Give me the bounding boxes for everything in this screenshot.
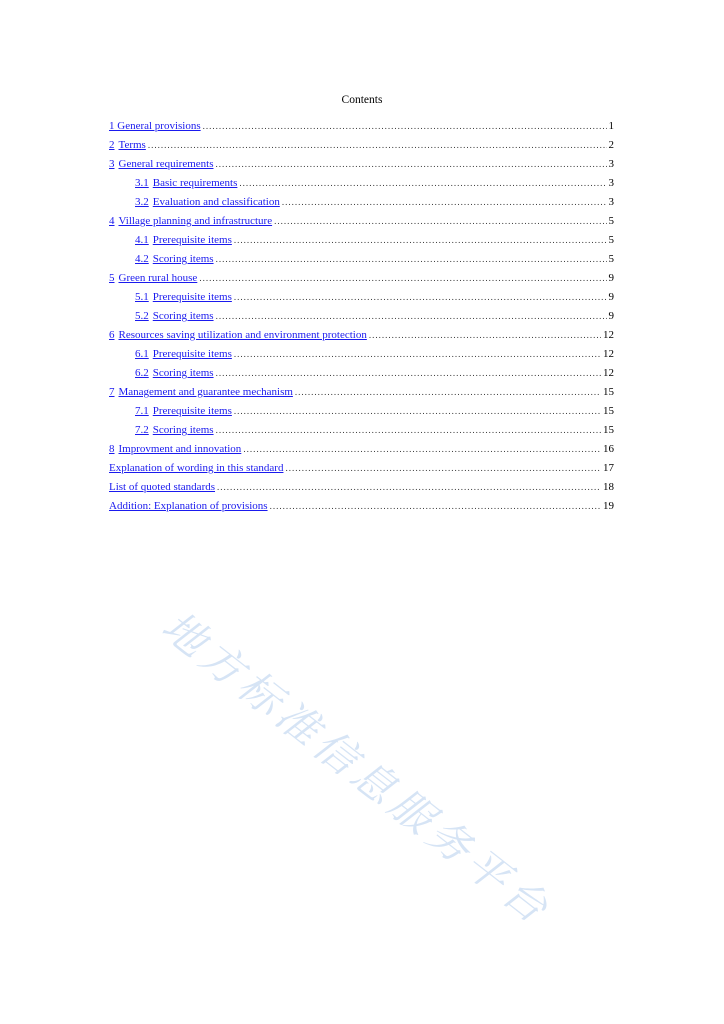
- dot-leader: [282, 193, 607, 212]
- toc-page-number: 9: [608, 291, 614, 303]
- toc-page-number: 18: [603, 481, 614, 493]
- toc-page-number: 9: [608, 272, 614, 284]
- toc-entry: [109, 402, 614, 421]
- toc-entry: [109, 231, 614, 250]
- dot-leader: [274, 212, 606, 231]
- toc-page-number: 3: [608, 177, 614, 189]
- toc-entry-link[interactable]: Village planning and infrastructure: [118, 215, 273, 227]
- dot-leader: [217, 478, 601, 497]
- toc-page-number: 15: [603, 386, 614, 398]
- toc-entry: [109, 326, 614, 345]
- toc-entry-number-link[interactable]: 6.1: [135, 348, 149, 360]
- toc-page-number: 9: [608, 310, 614, 322]
- toc-entry-link[interactable]: Explanation of wording in this standard: [109, 462, 284, 474]
- toc-entry-link[interactable]: Evaluation and classification: [152, 196, 280, 208]
- toc-entry: [109, 478, 614, 497]
- toc-entry: [109, 383, 614, 402]
- toc-entry-link[interactable]: List of quoted standards: [109, 481, 216, 493]
- toc-entry-number-link[interactable]: 4.1: [135, 234, 149, 246]
- toc-entry-number-link[interactable]: 7.1: [135, 405, 149, 417]
- dot-leader: [369, 326, 601, 345]
- dot-leader: [234, 231, 607, 250]
- toc-entry: [109, 212, 614, 231]
- toc-entry: [109, 288, 614, 307]
- toc-entry-number-link[interactable]: 3: [109, 158, 115, 170]
- dot-leader: [285, 459, 601, 478]
- toc-entry-link[interactable]: Resources saving utilization and environment protection: [118, 329, 367, 341]
- toc-entry-link[interactable]: General requirements: [118, 158, 214, 170]
- toc-page-number: 2: [608, 139, 614, 151]
- dot-leader: [216, 307, 607, 326]
- toc-entry-link[interactable]: Prerequisite items: [152, 348, 232, 360]
- dot-leader: [216, 250, 607, 269]
- toc-entry: [109, 345, 614, 364]
- toc-entry-number-link[interactable]: 4.2: [135, 253, 149, 265]
- toc-page-number: 19: [603, 500, 614, 512]
- toc-page-number: 3: [608, 196, 614, 208]
- dot-leader: [295, 383, 601, 402]
- toc-page-number: 17: [603, 462, 614, 474]
- toc-entry: [109, 459, 614, 478]
- watermark: 地方标准信息服务平台: [152, 601, 562, 936]
- toc-page-number: 15: [603, 405, 614, 417]
- toc-entry: [109, 364, 614, 383]
- dot-leader: [270, 497, 601, 516]
- toc-page-number: 5: [608, 234, 614, 246]
- toc-entry: [109, 440, 614, 459]
- toc-entry: [109, 421, 614, 440]
- toc-entry-link[interactable]: Prerequisite items: [152, 405, 232, 417]
- toc-entry-link[interactable]: Scoring items: [152, 310, 214, 322]
- toc-entry-number-link[interactable]: 2: [109, 139, 115, 151]
- toc-entry-number-link[interactable]: 7: [109, 386, 115, 398]
- toc-entry-link[interactable]: Improvment and innovation: [118, 443, 242, 455]
- toc-entry: [109, 136, 614, 155]
- toc-entry-number-link[interactable]: 3.2: [135, 196, 149, 208]
- toc-entry-link[interactable]: Scoring items: [152, 367, 214, 379]
- toc-page-number: 5: [608, 253, 614, 265]
- toc-page-number: 1: [608, 120, 614, 132]
- toc-entry-link[interactable]: Terms: [118, 139, 146, 151]
- toc-entry-link[interactable]: Prerequisite items: [152, 291, 232, 303]
- toc-entry-number-link[interactable]: 8: [109, 443, 115, 455]
- table-of-contents: [109, 117, 614, 516]
- dot-leader: [234, 288, 607, 307]
- toc-entry: [109, 117, 614, 136]
- toc-entry-link[interactable]: Basic requirements: [152, 177, 238, 189]
- toc-entry-number-link[interactable]: 4: [109, 215, 115, 227]
- dot-leader: [216, 421, 601, 440]
- toc-page-number: 12: [603, 329, 614, 341]
- toc-entry: [109, 193, 614, 212]
- toc-page-number: 12: [603, 367, 614, 379]
- dot-leader: [203, 117, 607, 136]
- toc-entry-link[interactable]: Scoring items: [152, 424, 214, 436]
- toc-page-number: 16: [603, 443, 614, 455]
- toc-entry-number-link[interactable]: 6.2: [135, 367, 149, 379]
- toc-entry-number-link[interactable]: 6: [109, 329, 115, 341]
- dot-leader: [234, 345, 601, 364]
- toc-entry-number-link[interactable]: 5.2: [135, 310, 149, 322]
- dot-leader: [215, 155, 606, 174]
- toc-entry-link[interactable]: Addition: Explanation of provisions: [109, 500, 268, 512]
- toc-page-number: 3: [608, 158, 614, 170]
- toc-entry-link[interactable]: Green rural house: [118, 272, 198, 284]
- dot-leader: [234, 402, 601, 421]
- toc-entry-number-link[interactable]: 5: [109, 272, 115, 284]
- dot-leader: [239, 174, 606, 193]
- dot-leader: [243, 440, 601, 459]
- toc-page-number: 5: [608, 215, 614, 227]
- toc-entry-number-link[interactable]: 3.1: [135, 177, 149, 189]
- toc-page-number: 15: [603, 424, 614, 436]
- toc-entry: [109, 155, 614, 174]
- toc-entry-link[interactable]: 1 General provisions: [109, 120, 201, 132]
- toc-entry: [109, 250, 614, 269]
- toc-entry: [109, 497, 614, 516]
- dot-leader: [216, 364, 601, 383]
- toc-entry: [109, 307, 614, 326]
- toc-entry: [109, 174, 614, 193]
- toc-entry-link[interactable]: Scoring items: [152, 253, 214, 265]
- dot-leader: [148, 136, 607, 155]
- toc-entry: [109, 269, 614, 288]
- toc-entry-link[interactable]: Prerequisite items: [152, 234, 232, 246]
- dot-leader: [199, 269, 606, 288]
- toc-entry-link[interactable]: Management and guarantee mechanism: [118, 386, 293, 398]
- toc-entry-number-link[interactable]: 7.2: [135, 424, 149, 436]
- toc-entry-number-link[interactable]: 5.1: [135, 291, 149, 303]
- page-title: Contents: [341, 94, 383, 106]
- toc-page-number: 12: [603, 348, 614, 360]
